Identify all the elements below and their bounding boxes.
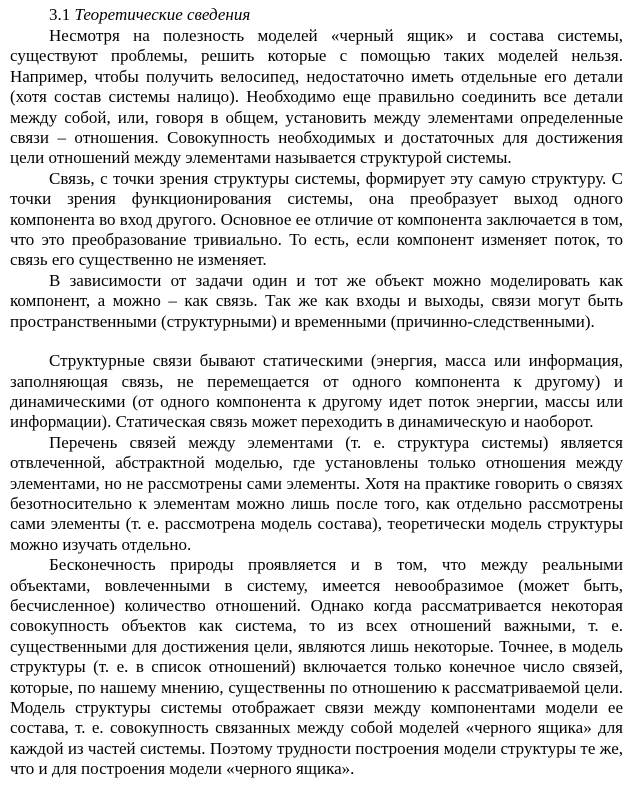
paragraph-link-definition: Связь, с точки зрения структуры системы, формирует эту самую структуру. С точки зрения функционирования системы, она преобразует выход одного компонента во вход другого. Основное ее отличие от компонента заключается в том, что это преобразование тривиально. То есть, если компонент изменяет поток, то связь его существенно не изменяет.	[10, 168, 623, 270]
section-number: 3.1	[49, 5, 71, 24]
paragraph-infinite-relations: Бесконечность природы проявляется и в том, что между реальными объектами, вовлеченными в систему, имеется невообразимое (может быть, бесчисленное) количество отношений. Однако когда рассматривается некоторая совокупность объектов как система, то из всех отношений важными, т. е. существенными для достижения цели, являются лишь некоторые. Точнее, в модель структуры (т. е. в список отношений) включается только конечное число связей, которые, по нашему мнению, существенны по отношению к рассматриваемой цели. Модель структуры системы отображает связи между компонентами модели ее состава, т. е. совокупность связанных между собой моделей «черного ящика» для каждой из частей системы. Поэтому трудности построения модели структуры те же, что и для построения модели «черного ящика».	[10, 555, 623, 779]
paragraph-static-dynamic-links: Структурные связи бывают статическими (энергия, масса или информация, заполняющая связь, не перемещается от одного компонента к другому) и динамическими (от одного компонента к другому идет поток энергии, массы или информации). Статическая связь может переходить в динамическую и наоборот.	[10, 351, 623, 432]
paragraph-black-box-limitations: Несмотря на полезность моделей «черный ящик» и состава системы, существуют проблемы, решить которые с помощью таких моделей нельзя. Например, чтобы получить велосипед, недостаточно иметь отдельные его детали (хотя состав системы налицо). Необходимо еще правильно соединить все детали между собой, или, говоря в общем, установить между элементами определенные связи – отношения. Совокупность необходимых и достаточных для достижения цели отношений между элементами называется структурой системы.	[10, 26, 623, 168]
paragraph-gap	[10, 332, 623, 351]
section-heading	[49, 4, 623, 26]
paragraph-link-list-model: Перечень связей между элементами (т. е. структура системы) является отвлеченной, абстрактной моделью, где установлены только отношения между элементами, но не рассмотрены сами элементы. Хотя на практике говорить о связях безотносительно к элементам можно лишь после того, как отдельно рассмотрены сами элементы (т. е. рассмотрена модель состава), теоретически модель структуры можно изучать отдельно.	[10, 432, 623, 554]
paragraph-component-or-link: В зависимости от задачи один и тот же объект можно моделировать как компонент, а можно – как связь. Так же как входы и выходы, связи могут быть пространственными (структурными) и временными (причинно-следственными).	[10, 270, 623, 331]
section-title: Теоретические сведения	[74, 5, 251, 24]
